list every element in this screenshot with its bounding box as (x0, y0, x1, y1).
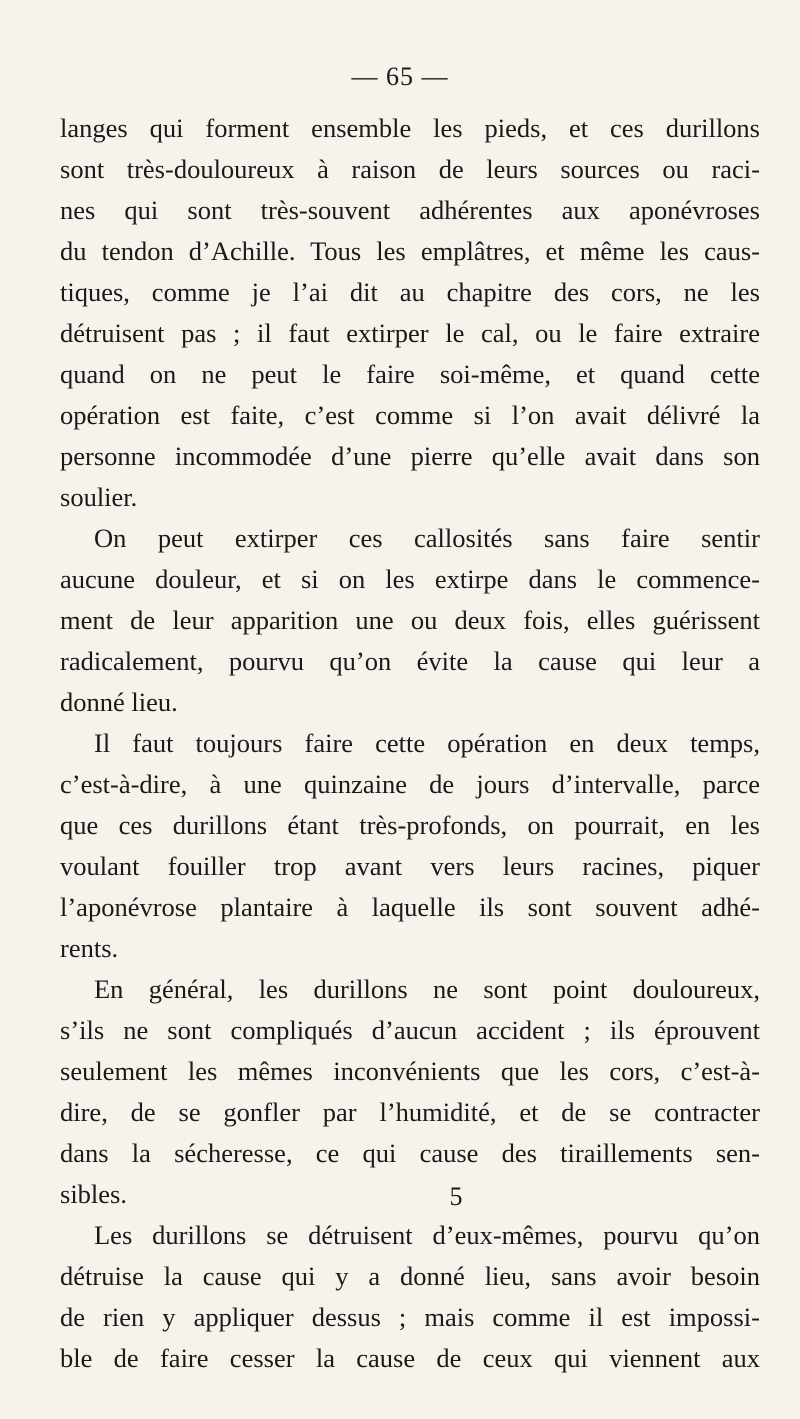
text-line: Les durillons se détruisent d’eux-mêmes, pourvu qu’on (94, 1220, 760, 1250)
text-line: quand on ne peut le faire soi-même, et quand cette (60, 359, 760, 389)
text-line: dire, de se gonfler par l’humidité, et de se contracter (60, 1097, 760, 1127)
text-line: radicalement, pourvu qu’on évite la cause qui leur a (60, 646, 760, 676)
text-line: personne incommodée d’une pierre qu’elle avait dans son (60, 441, 760, 471)
text-line: détruisent pas ; il faut extirper le cal, ou le faire extraire (60, 318, 760, 348)
text-line: de rien y appliquer dessus ; mais comme il est impossi- (60, 1302, 760, 1332)
text-line: que ces durillons étant très-profonds, on pourrait, en les (60, 810, 760, 840)
text-line: opération est faite, c’est comme si l’on avait délivré la (60, 400, 760, 430)
text-line: donné lieu. (60, 687, 178, 717)
text-line: du tendon d’Achille. Tous les emplâtres, et même les caus- (60, 236, 760, 266)
text-line: tiques, comme je l’ai dit au chapitre des cors, ne les (60, 277, 760, 307)
text-line: Il faut toujours faire cette opération en deux temps, (94, 728, 760, 758)
text-line: soulier. (60, 482, 138, 512)
text-line: nes qui sont très-souvent adhérentes aux aponévroses (60, 195, 760, 225)
text-line: détruise la cause qui y a donné lieu, sans avoir besoin (60, 1261, 760, 1291)
text-line: On peut extirper ces callosités sans faire sentir (94, 523, 760, 553)
text-line: dans la sécheresse, ce qui cause des tiraillements sen- (60, 1138, 760, 1168)
text-line: En général, les durillons ne sont point douloureux, (94, 974, 760, 1004)
signature-mark: 5 (449, 1182, 463, 1211)
text-line: c’est-à-dire, à une quinzaine de jours d’intervalle, parce (60, 769, 760, 799)
text-line: voulant fouiller trop avant vers leurs racines, piquer (60, 851, 760, 881)
text-line: langes qui forment ensemble les pieds, et ces durillons (60, 113, 760, 143)
text-line: ment de leur apparition une ou deux fois, elles guérissent (60, 605, 760, 635)
text-line: ble de faire cesser la cause de ceux qui viennent aux (60, 1343, 760, 1373)
text-line: rents. (60, 933, 119, 963)
text-line: seulement les mêmes inconvénients que les cors, c’est-à- (60, 1056, 760, 1086)
text-line: aucune douleur, et si on les extirpe dans le commence- (60, 564, 760, 594)
page-number: — 65 — (351, 62, 449, 91)
text-line: sont très-douloureux à raison de leurs sources ou raci- (60, 154, 760, 184)
text-line: l’aponévrose plantaire à laquelle ils sont souvent adhé- (60, 892, 760, 922)
text-line: s’ils ne sont compliqués d’aucun accident ; ils éprouvent (60, 1015, 760, 1045)
text-line: sibles. (60, 1179, 127, 1209)
